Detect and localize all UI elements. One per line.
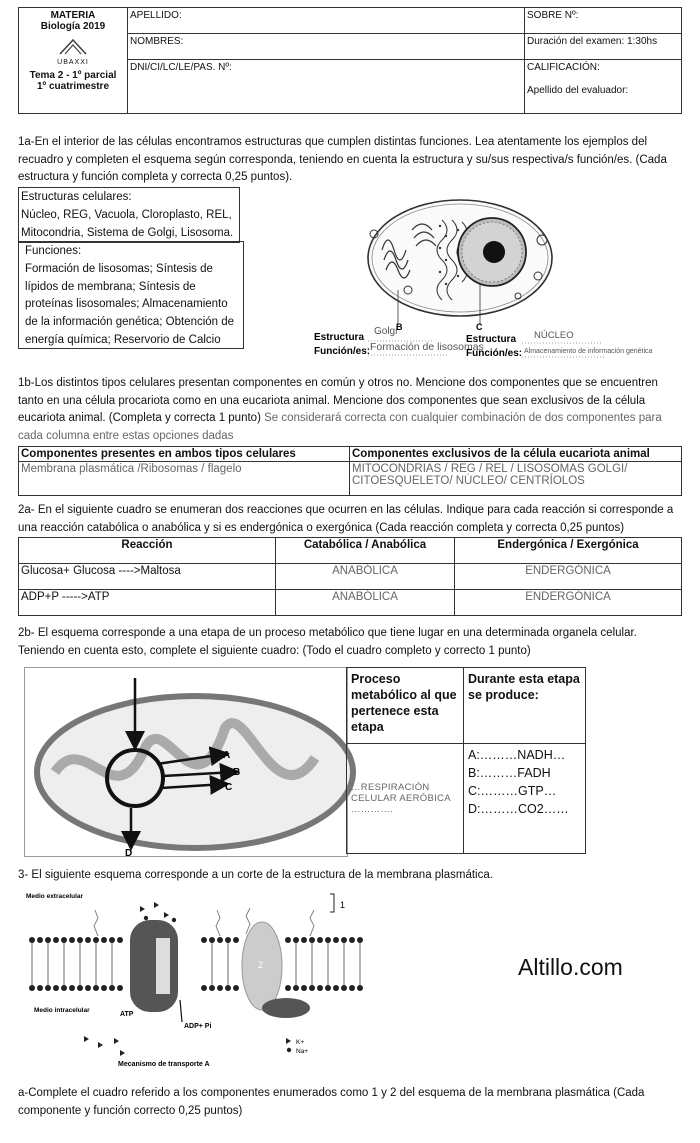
table-row bbox=[19, 564, 682, 590]
col2-header: Componentes exclusivos de la célula eucariota animal bbox=[350, 447, 682, 462]
evaluador-label: Apellido del evaluador: bbox=[527, 85, 629, 96]
type-cell[interactable]: ANABÓLICA bbox=[276, 590, 455, 616]
estructura-label-b: Estructura bbox=[314, 332, 365, 343]
reaction-cell: Glucosa+ Glucosa ---->Maltosa bbox=[19, 564, 276, 590]
label-1: 1 bbox=[340, 900, 346, 910]
mitochondria-frame bbox=[24, 667, 348, 857]
dni-field[interactable]: DNI/CI/LC/LE/PAS. Nº: bbox=[128, 60, 525, 114]
exam-line-1: Tema 2 - 1º parcial bbox=[29, 70, 117, 81]
label-c: C bbox=[225, 782, 233, 793]
structures-list: Núcleo, REG, Vacuola, Cloroplasto, REL, Mitocondria, Sistema de Golgi, Lisosoma. bbox=[21, 208, 234, 239]
sobre-field[interactable]: SOBRE Nº: bbox=[525, 8, 682, 34]
question-1b-text bbox=[18, 375, 682, 445]
reaction-header: Reacción bbox=[19, 538, 276, 564]
type-header: Catabólica / Anabólica bbox=[276, 538, 455, 564]
uba-logo bbox=[21, 38, 125, 66]
label-b: B bbox=[233, 767, 241, 778]
k-legend: K+ bbox=[296, 1039, 305, 1046]
process-header: Proceso metabólico al que pertenece esta etapa bbox=[347, 668, 464, 744]
question-2a-text: 2a- En el siguiente cuadro se enumeran dos reacciones que ocurren en las células. Indique para cada reacción si corresponde a una reacción catabólica o anabólica y si es endergónica o exergónica (Cada reacción completa y correcta 0,25 puntos) bbox=[18, 504, 674, 534]
label-d: D bbox=[125, 848, 133, 859]
glycocalyx bbox=[94, 908, 314, 936]
energy-cell[interactable]: ENDERGÓNICA bbox=[455, 590, 682, 616]
label-a: A bbox=[223, 750, 231, 761]
adp-label: ADP+ Pi bbox=[184, 1023, 212, 1030]
functions-title: Funciones: bbox=[25, 245, 82, 257]
question-1a-text: 1a-En el interior de las células encontramos estructuras que cumplen distintas funciones. Lea atentamente los ejemplos del recuadro y completen el esquema según corresponda, teniendo en cuenta la estructura y su/sus respectiva/s función/es. (Cada estructura y función completa y correcta 0,25 puntos). bbox=[18, 136, 667, 183]
components-table bbox=[18, 446, 682, 496]
phospholipid-heads-bottom bbox=[29, 985, 363, 991]
na-legend: Na+ bbox=[296, 1048, 309, 1055]
duracion-label: Duración del examen: 1:30hs bbox=[525, 34, 682, 60]
calificacion-label: CALIFICACIÓN: bbox=[527, 62, 600, 73]
question-3a-text: a-Complete el cuadro referido a los componentes enumerados como 1 y 2 del esquema de la membrana plasmática (Cada componente y función correcto 0,25 puntos) bbox=[18, 1087, 645, 1117]
phospholipid-tails bbox=[32, 943, 360, 985]
label-2: 2 bbox=[258, 960, 264, 970]
answer-b: B:………FADH bbox=[468, 766, 551, 780]
cell-diagram bbox=[312, 190, 653, 370]
uba-logo-icon bbox=[58, 38, 88, 56]
answer-d: D:………CO2…… bbox=[468, 802, 569, 816]
exam-line-2: 1º cuatrimestre bbox=[36, 81, 110, 92]
answer-b-structure: Golgi bbox=[374, 326, 398, 337]
reaction-cell: ADP+P ----->ATP bbox=[19, 590, 276, 616]
subject-cell bbox=[19, 8, 128, 114]
label-c: C bbox=[476, 322, 483, 332]
logo-text: UBAXXI bbox=[57, 59, 89, 66]
ions-bottom bbox=[84, 1036, 125, 1056]
medio-extracelular: Medio extracelular bbox=[26, 893, 84, 900]
answer-c: C:………GTP… bbox=[468, 784, 557, 798]
reactions-table bbox=[18, 537, 682, 616]
question-1b-main: 1b-Los distintos tipos celulares presentan componentes en común y otros no. Mencione dos componentes que se encuentren tanto en una célula procariota como en una eucariota animal. Mencione dos componentes que sean exclusivos de la célula eucariota animal. (Completa y correcta 1 punto) bbox=[18, 377, 658, 424]
watermark: Altillo.com bbox=[518, 954, 623, 980]
medio-intracelular: Medio intracelular bbox=[34, 1007, 90, 1014]
structures-title: Estructuras celulares: bbox=[21, 191, 132, 203]
mitochondria-diagram bbox=[25, 668, 347, 859]
type-cell[interactable]: ANABÓLICA bbox=[276, 564, 455, 590]
metabolic-table bbox=[346, 667, 586, 854]
process-answer[interactable]: …RESPIRACIÓN CELULAR AERÓBICA …………. bbox=[347, 744, 464, 854]
answer-b-function: Formación de lisosomas bbox=[370, 341, 484, 353]
nombres-field[interactable]: NOMBRES: bbox=[128, 34, 525, 60]
question-3-text: 3- El siguiente esquema corresponde a un corte de la estructura de la membrana plasmática. bbox=[18, 869, 493, 881]
answer-c-function: Almacenamiento de información genética bbox=[524, 348, 653, 355]
structures-box bbox=[18, 187, 240, 243]
answer-a: A:………NADH… bbox=[468, 748, 566, 762]
col2-value[interactable]: MITOCONDRIAS / REG / REL / LISOSOMAS GOLGI/ CITOESQUELETO/ NÚCLEO/ CENTRÍOLOS bbox=[350, 462, 682, 496]
table-row bbox=[19, 590, 682, 616]
na-legend-icon bbox=[287, 1048, 291, 1052]
subject-value: Biología 2019 bbox=[40, 21, 106, 32]
functions-list: Formación de lisosomas; Síntesis de lípidos de membrana; Síntesis de proteínas lisosomales; Almacenamiento de la información genética; Obtención de energía química; Reservorio de Calcio bbox=[25, 262, 235, 346]
apellido-field[interactable]: APELLIDO: bbox=[128, 8, 525, 34]
energy-header: Endergónica / Exergónica bbox=[455, 538, 682, 564]
col1-value[interactable]: Membrana plasmática /Ribosomas / flagelo bbox=[19, 462, 350, 496]
ions-top bbox=[140, 902, 176, 922]
estructura-label-c: Estructura bbox=[466, 334, 517, 345]
funcion-label-c: Función/es: bbox=[466, 348, 523, 359]
mecanismo-label: Mecanismo de transporte A bbox=[118, 1061, 210, 1068]
calificacion-cell bbox=[525, 60, 682, 114]
membrane-diagram bbox=[24, 888, 374, 1070]
phospholipid-heads-top bbox=[29, 937, 363, 943]
functions-box bbox=[18, 241, 244, 349]
pump-protein bbox=[130, 920, 178, 1012]
produce-header: Durante esta etapa se produce: bbox=[464, 668, 586, 744]
atp-label: ATP bbox=[120, 1011, 134, 1018]
col1-header: Componentes presentes en ambos tipos celulares bbox=[19, 447, 350, 462]
k-legend-icon bbox=[286, 1038, 291, 1044]
produce-answers[interactable] bbox=[464, 744, 586, 854]
header-table bbox=[18, 7, 682, 114]
question-1b-note: Se considerará correcta con cualquier combinación de dos componentes para cada columna entre estas opciones dadas bbox=[18, 412, 662, 442]
energy-cell[interactable]: ENDERGÓNICA bbox=[455, 564, 682, 590]
label-b: B bbox=[396, 322, 403, 332]
answer-c-structure: NÚCLEO bbox=[534, 330, 574, 341]
peripheral-protein bbox=[262, 998, 310, 1018]
question-2b-text: 2b- El esquema corresponde a una etapa de un proceso metabólico que tiene lugar en una determinada organela celular. Teniendo en cuenta esto, complete el siguiente cuadro: (Todo el cuadro completo y correcto 1 punto) bbox=[18, 627, 637, 657]
subject-label: MATERIA bbox=[50, 10, 96, 21]
funcion-label-b: Función/es: bbox=[314, 346, 371, 357]
nucleolus bbox=[483, 241, 505, 263]
